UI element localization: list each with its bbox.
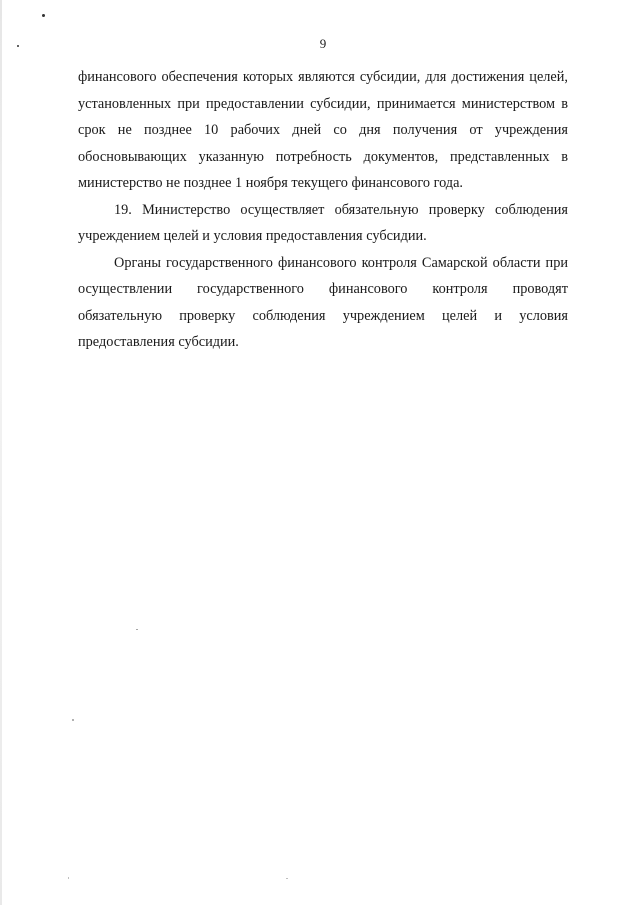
paragraph-control-bodies: Органы государственного финансового контроля Самарской области при осуществлении государственного финансового контроля проводят обязательную проверку соблюдения учреждением целей и условия предоставления субсидии. <box>78 254 568 350</box>
scan-speck <box>286 878 288 879</box>
document-body <box>78 64 568 356</box>
paragraph-clause-19: 19. Министерство осуществляет обязательную проверку соблюдения учреждением целей и условия предоставления субсидии. <box>78 201 568 244</box>
paragraph-continuation: финансового обеспечения которых являются субсидии, для достижения целей, установленных при предоставлении субсидии, принимается министерством в срок не позднее 10 рабочих дней со дня получения от учреждения обосновывающих указанную потребность документов, представленных в министерство не позднее 1 ноября текущего финансового года. <box>78 69 568 191</box>
scan-edge-shadow <box>0 0 2 905</box>
scan-speck <box>72 719 74 721</box>
page-number: 9 <box>319 36 327 51</box>
scan-speck <box>136 629 138 630</box>
scan-speck <box>42 14 45 17</box>
scan-speck <box>68 877 69 879</box>
